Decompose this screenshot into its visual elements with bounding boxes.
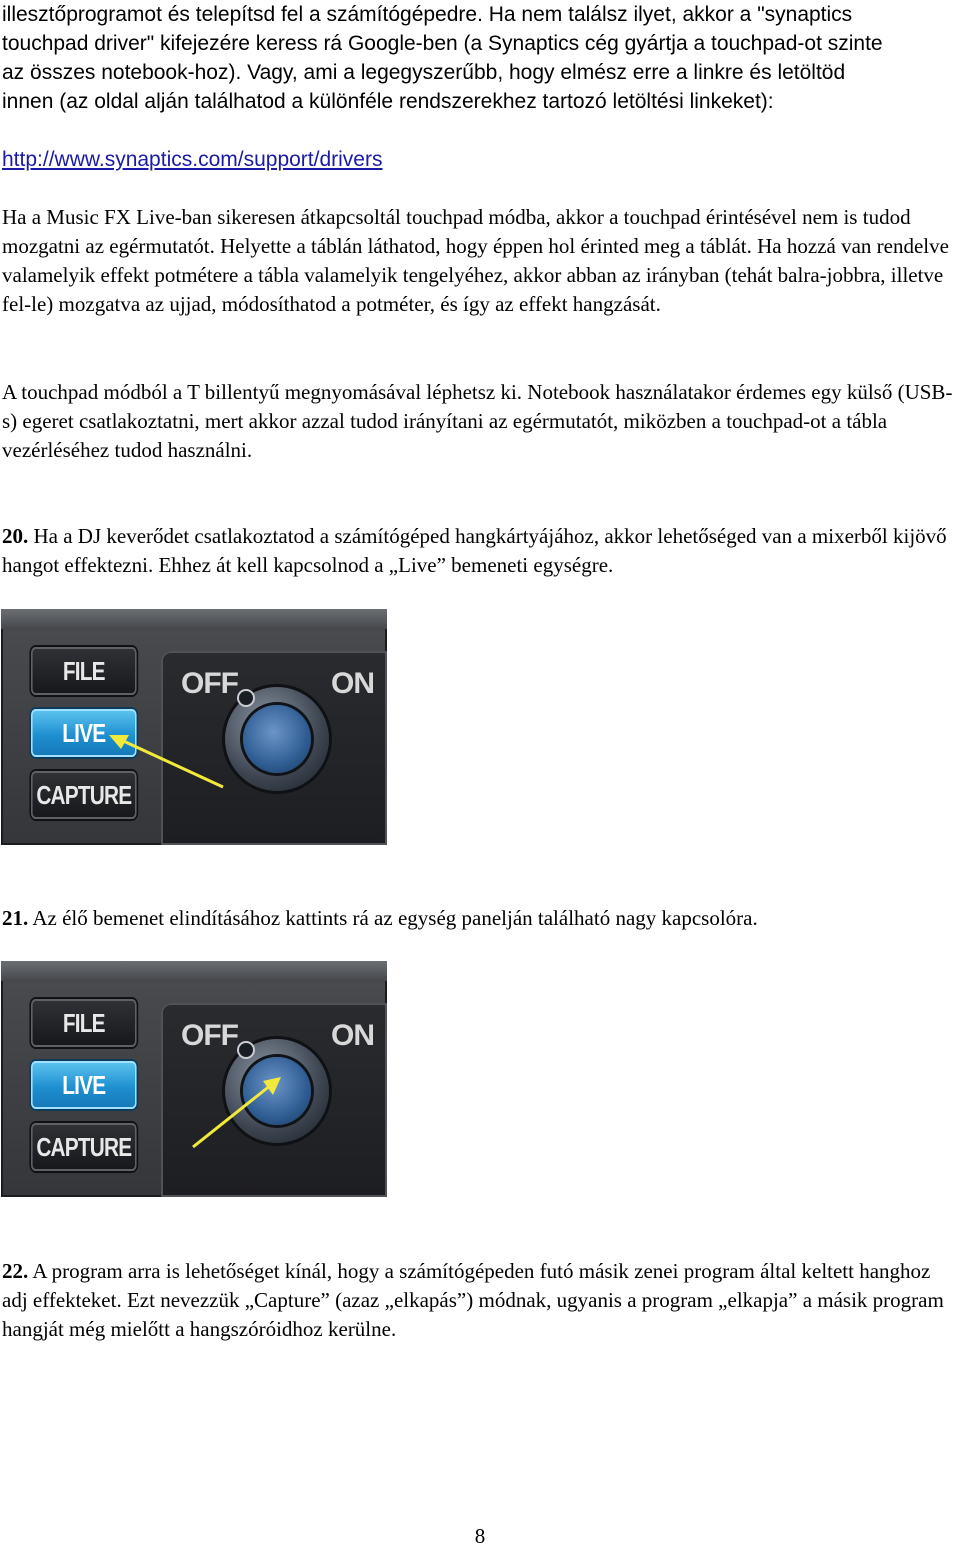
- intro-line-2: touchpad driver" kifejezére keress rá Google-ben (a Synaptics cég gyártja a touchpad-ot szinte: [2, 32, 883, 55]
- step-22-number: 22.: [2, 1259, 29, 1283]
- synaptics-driver-link[interactable]: http://www.synaptics.com/support/drivers: [2, 148, 383, 171]
- off-label: OFF: [181, 667, 238, 700]
- capture-button[interactable]: CAPTURE: [31, 771, 137, 819]
- live-button[interactable]: LIVE: [31, 1061, 137, 1109]
- arrow-to-knob-icon: [1, 961, 387, 1197]
- on-label: ON: [331, 1019, 374, 1052]
- live-button[interactable]: LIVE: [31, 709, 137, 757]
- intro-line-4: innen (az oldal alján találhatod a különféle rendszerekhez tartozó letöltési linkeket):: [2, 90, 774, 113]
- step-21-number: 21.: [2, 906, 29, 930]
- exit-touchpad-paragraph: A touchpad módból a T billentyű megnyomásával léphetsz ki. Notebook használatakor érdemes egy külső (USB-s) egeret csatlakoztatni, mert akkor azzal tudod irányítani az egérmutatót, miközben a touchpad-ot a tábla vezérléséhez tudod használni.: [2, 380, 953, 462]
- step-20-text: Ha a DJ keverődet csatlakoztatod a számítógéped hangkártyájához, akkor lehetőséged van a mixerből kijövő hangot effektezni. Ehhez át kell kapcsolnod a „Live” bemeneti egységre.: [2, 524, 947, 577]
- arrow-to-live-icon: [1, 609, 387, 845]
- step-20: [2, 522, 954, 580]
- intro-paragraph: [2, 0, 954, 116]
- input-panel-screenshot-live: [1, 609, 387, 845]
- step-22: [2, 1257, 954, 1344]
- off-label: OFF: [181, 1019, 238, 1052]
- file-button[interactable]: FILE: [31, 647, 137, 695]
- step-22-text: A program arra is lehetőséget kínál, hogy a számítógépeden futó másik zenei program által keltett hanghoz adj effekteket. Ezt nevezzük „Capture” (azaz „elkapás”) módnak, ugyanis a program „elkapja” a másik program hangját még mielőtt a hangszóróidhoz kerülne.: [2, 1259, 944, 1341]
- page-number: 8: [474, 1524, 486, 1548]
- step-21: [2, 904, 954, 933]
- intro-line-1: illesztőprogramot és telepítsd fel a számítógépedre. Ha nem találsz ilyet, akkor a "synaptics: [2, 3, 853, 26]
- touchpad-paragraph: Ha a Music FX Live-ban sikeresen átkapcsoltál touchpad módba, akkor a touchpad érintésével nem is tudod mozgatni az egérmutatót. Helyette a táblán láthatod, hogy éppen hol érinted meg a táblát. Ha hozzá van rendelve valamelyik effekt potmétere a tábla valamelyik tengelyéhez, akkor abban az irányban (tehát balra-jobbra, illetve fel-le) mozgatva az ujjad, módosíthatod a potméter, és így az effekt hangzását.: [2, 205, 949, 316]
- input-panel-screenshot-switch: [1, 961, 387, 1197]
- step-20-number: 20.: [2, 524, 29, 548]
- capture-button[interactable]: CAPTURE: [31, 1123, 137, 1171]
- file-button[interactable]: FILE: [31, 999, 137, 1047]
- step-21-text: Az élő bemenet elindításához kattints rá az egység panelján található nagy kapcsolóra.: [28, 906, 758, 930]
- on-label: ON: [331, 667, 374, 700]
- intro-line-3: az összes notebook-hoz). Vagy, ami a legegyszerűbb, hogy elmész erre a linkre és letöltöd: [2, 61, 846, 84]
